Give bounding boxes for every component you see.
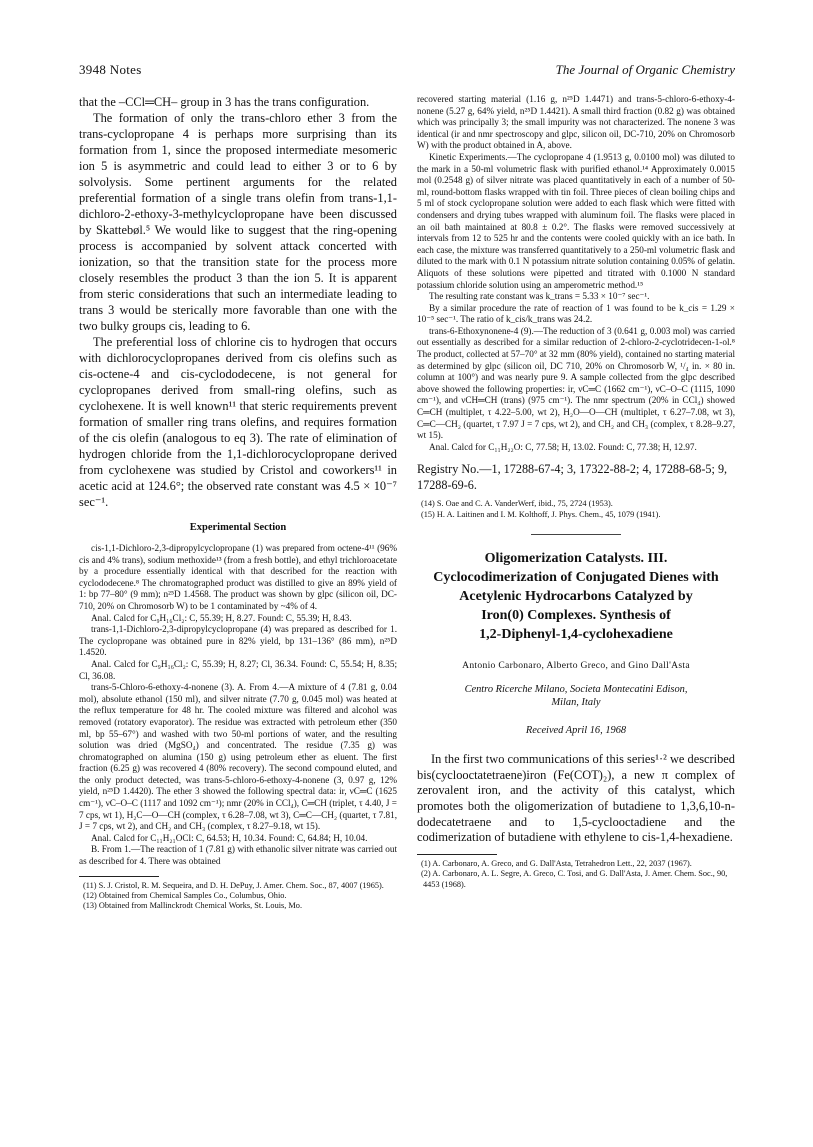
experimental-paragraph: cis-1,1-Dichloro-2,3-dipropylcyclopropane (1) was prepared from octene-4¹¹ (96% cis and 4% trans), sodium methoxide¹³ (from a fresh bottle), and ethyl trichloroacetate by a procedure essentially identical with that described for the reaction with cyclododecene.⁸ The chromatographed product was distilled to give an 89% yield of 1: bp 77–80° (9 mm); n²⁵D 1.4568. The product was shown by glpc (silicon oil, DC-710, 20% on Chromosorb W) to be 1 contaminated by ~4% of 4. xyxy=(79,543,397,611)
footnote-rule xyxy=(417,854,497,855)
registry-numbers: Registry No.—1, 17288-67-4; 3, 17322-88-2; 4, 17288-68-5; 9, 17288-69-6. xyxy=(417,462,728,493)
affiliation: Milan, Italy xyxy=(551,697,601,709)
experimental-paragraph: trans-5-Chloro-6-ethoxy-4-nonene (3). A. From 4.—A mixture of 4 (7.81 g, 0.04 mol), absolute ethanol (150 ml), and silver nitrate (7.70 g, 0.045 mol) was heated at the reflux temperature for 48 hr. The cooled mixture was filtered and alcohol was removed (rotatory evaporator). The residue was extracted with petroleum ether (350 ml, bp 55–67°) and washed with two 50-ml portions of water, and the resulting solution was dried (MgSO₄) and concentrated. The residue (7.35 g) was chromatographed on alumina (150 g) using petroleum ether as eluent. The first fraction (6.25 g) was recovered 4 (80% recovery). The second compound eluted, and the only product detected, was trans-5-chloro-6-ethoxy-4-nonene (3, 0.97 g, 12% yield, n²⁵D 1.4420). The ether 3 showed the following spectral data: ir, νC═C (1625 cm⁻¹), νC–O–C (1117 and 1092 cm⁻¹); nmr (20% in CCl₄), C═CH (triplet, τ 4.40, J = 7 cps, wt 1), H₂C—O—CH (complex, τ 6.28–7.08, wt 3), C═C—CH₂ (quartet, τ 7.81, J = 7 cps, wt 2), and CH₂ and CH₃ (complex, τ 8.27–9.18, wt 15). xyxy=(79,682,397,832)
experimental-paragraph: Anal. Calcd for C₉H₁₆Cl₂: C, 55.39; H, 8.27. Found: C, 55.39; H, 8.43. xyxy=(91,612,352,623)
experimental-paragraph: Anal. Calcd for C₁₁H₂₁OCl: C, 64.53; H, 10.34. Found: C, 64.84; H, 10.04. xyxy=(91,832,368,843)
affiliation: Centro Ricerche Milano, Societa Montecatini Edison, xyxy=(464,684,688,696)
footnote: (12) Obtained from Chemical Samples Co., Columbus, Ohio. xyxy=(83,891,287,901)
experimental-paragraph: The resulting rate constant was k_trans = 5.33 × 10⁻⁷ sec⁻¹. xyxy=(429,291,650,302)
experimental-paragraph: recovered starting material (1.16 g, n²⁵D 1.4471) and trans-5-chloro-6-ethoxy-4-nonene (5.27 g, 64% yield, n²⁵D 1.4421). A small third fraction (0.82 g) was obtained which was principally 3; the small impurity was not characterized. The nonene 3 was identical (ir and nmr spectroscopy and glpc, silicon oil, DC-710, 20% on Chromosorb W) with the product obtained in A, above. xyxy=(417,94,735,151)
footnote: (2) A. Carbonaro, A. L. Segre, A. Greco, C. Tosi, and G. Dall'Asta, J. Amer. Chem. Soc., 90, 4453 (1968). xyxy=(421,869,728,889)
footnote: (1) A. Carbonaro, A. Greco, and G. Dall'Asta, Tetrahedron Lett., 22, 2037 (1967). xyxy=(421,858,692,868)
experimental-paragraph: Anal. Calcd for C₁₁H₂₂O: C, 77.58; H, 13.02. Found: C, 77.38; H, 12.97. xyxy=(429,441,697,452)
footnote: (11) S. J. Cristol, R. M. Sequeira, and D. H. DePuy, J. Amer. Chem. Soc., 87, 4007 (1965). xyxy=(83,880,384,890)
experimental-paragraph: Anal. Calcd for C₉H₁₆Cl₂: C, 55.39; H, 8.27; Cl, 36.34. Found: C, 55.54; H, 8.35; Cl, 36.08. xyxy=(79,658,397,681)
page-number-header: 3948 Notes xyxy=(79,62,142,77)
article-divider xyxy=(531,534,621,535)
article-authors: Antonio Carbonaro, Alberto Greco, and Gino Dall'Asta xyxy=(462,660,690,672)
left-column xyxy=(79,94,397,1094)
body-paragraph: The formation of only the trans-chloro ether 3 from the trans-cyclopropane 4 is perhaps more surprising than its formation from 1, since the proposed intermediate mesomeric ion 5 is asymmetric and could lead to either 3 or to 6 by solvolysis. Some pertinent arguments for the related preferential formation of a single trans olefin from trans-1,1-dichloro-2-ethoxy-3-methylcyclopropane have been discussed by Skattebøl.⁵ We would like to suggest that the ring-opening process is accompanied by solvent attack concerted with ionization, so that the transition state for the process more closely resembles the product 3 than the ion 5. It is apparent from steric considerations that such an intermediate leading to trans 3 would be sterically more favorable than one with the two bulky groups cis, leading to 6. xyxy=(79,111,397,333)
experimental-paragraph: trans-6-Ethoxynonene-4 (9).—The reduction of 3 (0.641 g, 0.003 mol) was carried out essentially as described for a similar reduction of 2-chloro-2-cyclotridecen-1-ol.⁸ The product, collected at 57–70° at 32 mm (80% yield), contained no starting material as determined by glpc (silicon oil, DC 710, 20% on Chromosorb W, ¹/₄ in. × 80 in. column at 100°) and was nearly pure 9. A sample collected from the glpc described above showed the following properties: ir, νC═C (1662 cm⁻¹), νC–O–C (1115, 1090 cm⁻¹), and νCH═CH (trans) (975 cm⁻¹). The nmr spectrum (20% in CCl₄) showed C═CH (multiplet, τ 4.22–5.00, wt 2), H₂O—O—CH (multiplet, τ 6.27–7.08, wt 3), C═C—CH₂ (quartet, τ 7.97 J = 7 cps, wt 2), and CH₂ and CH₃ (complex, τ 8.28–9.27, wt 15). xyxy=(417,325,735,441)
section-heading: Experimental Section xyxy=(189,522,287,533)
received-date: Received April 16, 1968 xyxy=(525,725,627,737)
experimental-paragraph: B. From 1.—The reaction of 1 (7.81 g) with ethanolic silver nitrate was carried out as described for 4. There was obtained xyxy=(79,844,397,867)
footnote: (15) H. A. Laitinen and I. M. Kolthoff, J. Phys. Chem., 45, 1079 (1941). xyxy=(421,509,661,519)
footnote: (14) S. Oae and C. A. VanderWerf, ibid., 75, 2724 (1953). xyxy=(421,499,613,509)
article-title: Oligomerization Catalysts. III. xyxy=(484,551,668,567)
footnote-rule xyxy=(79,876,159,877)
footnote: (13) Obtained from Mallinckrodt Chemical Works, St. Louis, Mo. xyxy=(83,901,303,911)
experimental-paragraph: By a similar procedure the rate of reaction of 1 was found to be k_cis = 1.29 × 10⁻⁵ sec⁻¹. The ratio of k_cis/k_trans was 24.2. xyxy=(417,302,735,325)
experimental-paragraph: Kinetic Experiments.—The cyclopropane 4 (1.9513 g, 0.0100 mol) was diluted to the mark in a 50-ml volumetric flask with purified ethanol.¹⁴ Approximately 0.0015 mol (0.2548 g) of silver nitrate was placed quantitatively in each of a number of 50-ml, round-bottom flasks wrapped with tin foil. Three pieces of clean boiling chips and 5 ml of stock cyclopropane solution were added to each flask which were fitted with condensers and drying tubes wrapped with aluminum foil. The flasks were placed in an oil bath maintained at 80.8 ± 0.2°. The flasks were removed successively at intervals from 12 to 525 hr and the contents were cooled quickly with an ice bath. In each case, the mixture was transferred quantitatively to a 250-ml volumetric flask and diluted to the mark with 0.1 N potassium nitrate solution containing 0.05% of gelatin. Aliquots of these solutions were pipetted and titrated with 0.1000 N standard potassium chloride solution using an amperometric method.¹⁵ xyxy=(417,151,735,290)
body-paragraph: The preferential loss of chlorine cis to hydrogen that occurs with dichlorocyclopropanes derived from cis olefins such as cis-octene-4 and cis-cyclododecene, is not general for cyclopropanes derived from small-ring olefins, such as cyclohexene. It is well known¹¹ that steric requirements prevent formation of smaller ring trans olefins, and requires formation of the cis olefin (analogous to eq 3). The rate of elimination of hydrogen chloride from the 1,1-dichlorocyclopropane derived from cyclohexene was studied by Cristol and coworkers¹¹ in acetic acid at 124.6°; the observed rate constant was 4.5 × 10⁻⁷ sec⁻¹. xyxy=(79,335,397,509)
article-title: Iron(0) Complexes. Synthesis of xyxy=(481,608,671,624)
article-title: Acetylenic Hydrocarbons Catalyzed by xyxy=(459,589,693,605)
article-title: Cyclocodimerization of Conjugated Dienes with xyxy=(433,570,719,586)
article-title: 1,2-Diphenyl-1,4-cyclohexadiene xyxy=(479,627,673,643)
right-column xyxy=(417,94,735,1094)
journal-name-header: The Journal of Organic Chemistry xyxy=(555,62,735,77)
article-body-paragraph: In the first two communications of this series¹·² we described bis(cyclooctatetraene)iron (Fe(COT)₂), a new π complex of zerovalent iron, and the activity of this catalyst, which promotes both the oligomerization of butadiene to 1,3,6,10-n-dodecatetraene and to 1,5-cyclooctadiene and the codimerization of butadiene with ethylene to cis-1,4-hexadiene. xyxy=(417,752,735,845)
body-paragraph: that the –CCl═CH– group in 3 has the trans configuration. xyxy=(79,95,370,109)
experimental-paragraph: trans-1,1-Dichloro-2,3-dipropylcyclopropane (4) was prepared as described for 1. The cyclopropane was obtained pure in 82% yield, bp 131–136° (86 mm), n²⁵D 1.4520. xyxy=(79,624,397,658)
